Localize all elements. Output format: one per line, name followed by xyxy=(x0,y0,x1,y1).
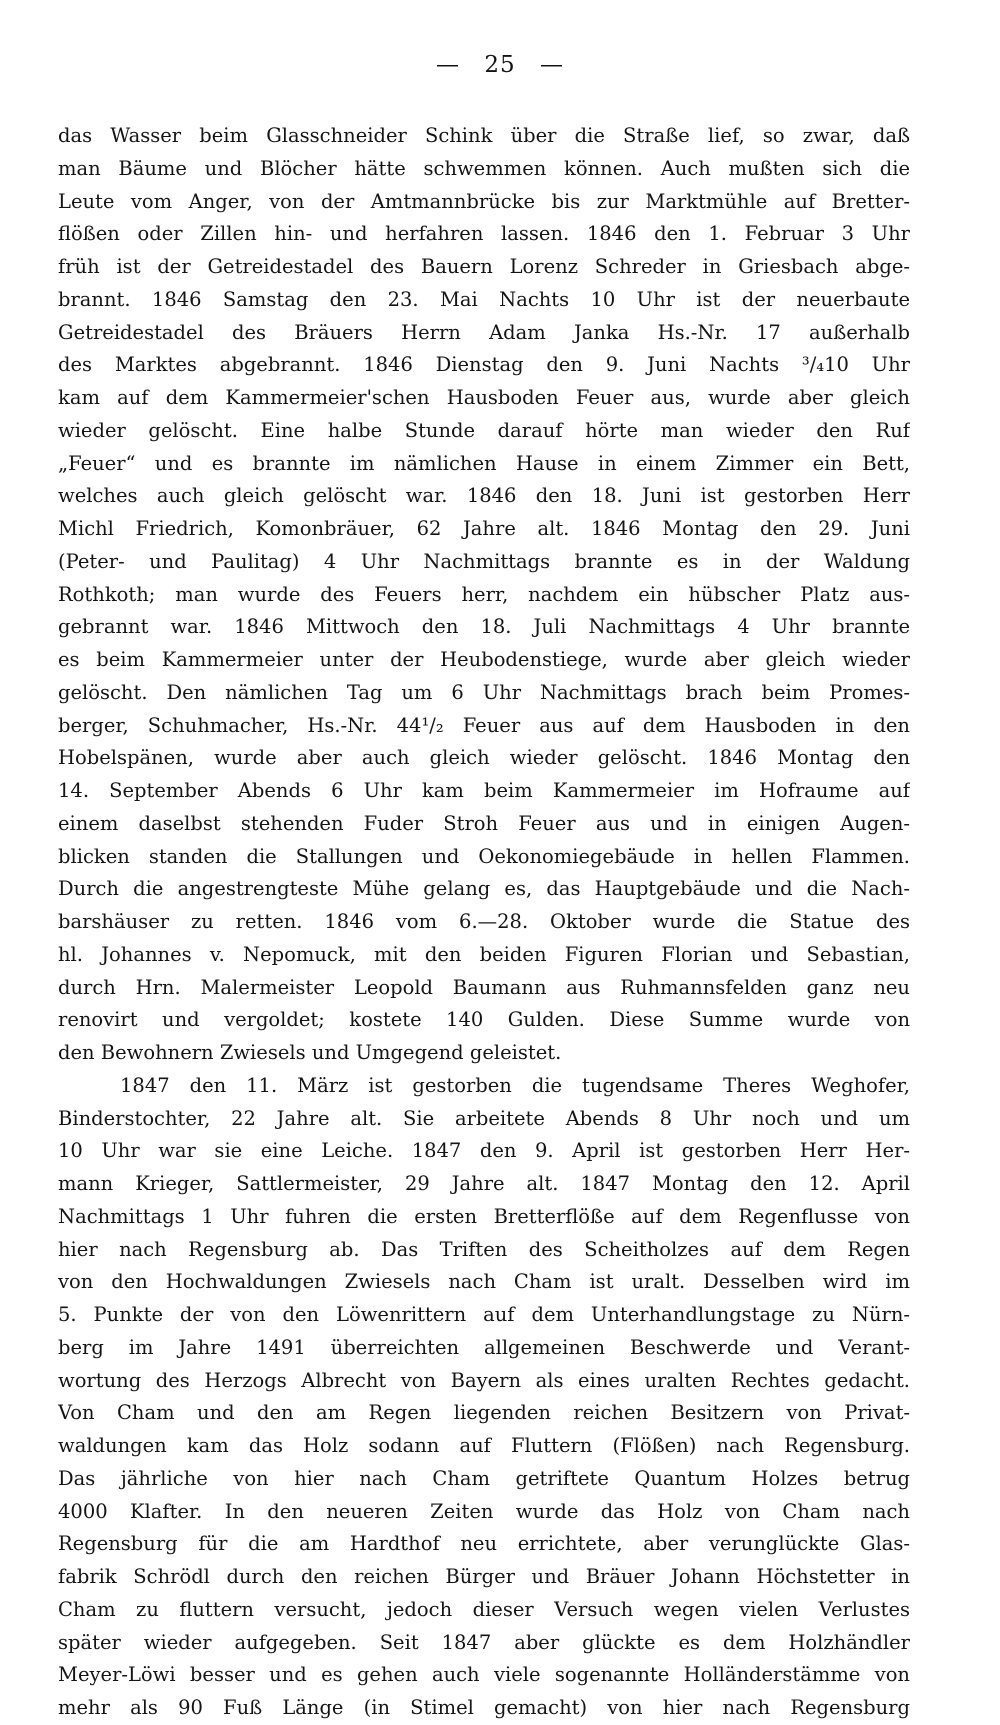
text-line: mehr als 90 Fuß Länge (in Stimel gemacht) von hier nach Regensburg xyxy=(58,1696,910,1719)
text-line: (Peter- und Paulitag) 4 Uhr Nachmittags brannte es in der Waldung xyxy=(58,549,910,573)
text-line: fabrik Schrödl durch den reichen Bürger und Bräuer Johann Höchstetter in xyxy=(58,1565,910,1588)
paragraph-start-line: 1847 den 11. März ist gestorben die tugendsame Theres Weghofer, xyxy=(120,1073,910,1097)
text-line: Rothkoth; man wurde des Feuers herr, nachdem ein hübscher Platz aus- xyxy=(58,582,910,606)
paragraph-end-line: den Bewohnern Zwiesels und Umgegend geleistet. xyxy=(58,1041,562,1064)
text-line: flößen oder Zillen hin- und herfahren lassen. 1846 den 1. Februar 3 Uhr xyxy=(58,222,910,246)
text-line: 5. Punkte der von den Löwenrittern auf dem Unterhandlungstage zu Nürn- xyxy=(58,1303,910,1326)
page-number-header xyxy=(0,52,1000,78)
text-line: des Marktes abgebrannt. 1846 Dienstag den 9. Juni Nachts ³/₄10 Uhr xyxy=(58,353,910,377)
text-line: barshäuser zu retten. 1846 vom 6.—28. Oktober wurde die Statue des xyxy=(58,910,910,933)
text-line: hl. Johannes v. Nepomuck, mit den beiden Figuren Florian und Sebastian, xyxy=(58,942,910,966)
text-line: hier nach Regensburg ab. Das Triften des Scheitholzes auf dem Regen xyxy=(58,1237,910,1261)
page-number: 25 xyxy=(484,52,516,78)
text-line: einem daselbst stehenden Fuder Stroh Feuer aus und in einigen Augen- xyxy=(58,811,910,835)
text-line: 10 Uhr war sie eine Leiche. 1847 den 9. April ist gestorben Herr Her- xyxy=(58,1139,910,1163)
text-line: berg im Jahre 1491 überreichten allgemeinen Beschwerde und Verant- xyxy=(58,1335,910,1359)
text-line: Cham zu fluttern versucht, jedoch dieser Versuch wegen vielen Verlustes xyxy=(58,1597,910,1621)
text-line: 14. September Abends 6 Uhr kam beim Kammermeier im Hofraume auf xyxy=(58,779,910,802)
text-line: 4000 Klafter. In den neueren Zeiten wurde das Holz von Cham nach xyxy=(58,1499,910,1523)
text-line: waldungen kam das Holz sodann auf Fluttern (Flößen) nach Regensburg. xyxy=(58,1434,910,1457)
right-dash: — xyxy=(539,52,564,78)
text-line: früh ist der Getreidestadel des Bauern Lorenz Schreder in Griesbach abge- xyxy=(58,255,910,278)
text-line: gelöscht. Den nämlichen Tag um 6 Uhr Nachmittags brach beim Promes- xyxy=(58,680,910,704)
text-line: wortung des Herzogs Albrecht von Bayern als eines uralten Rechtes gedacht. xyxy=(58,1368,910,1392)
text-line: Hobelspänen, wurde aber auch gleich wieder gelöscht. 1846 Montag den xyxy=(58,746,910,770)
text-line: wieder gelöscht. Eine halbe Stunde darauf hörte man wieder den Ruf xyxy=(58,418,910,442)
body-text xyxy=(58,120,910,1725)
text-line: brannt. 1846 Samstag den 23. Mai Nachts 10 Uhr ist der neuerbaute xyxy=(58,287,910,311)
text-line: renovirt und vergoldet; kostete 140 Gulden. Diese Summe wurde von xyxy=(58,1008,910,1032)
text-line: Das jährliche von hier nach Cham getriftete Quantum Holzes betrug xyxy=(58,1466,910,1490)
text-line: es beim Kammermeier unter der Heubodenstiege, wurde aber gleich wieder xyxy=(58,648,910,671)
text-line: durch Hrn. Malermeister Leopold Baumann aus Ruhmannsfelden ganz neu xyxy=(58,975,910,999)
text-line: mann Krieger, Sattlermeister, 29 Jahre alt. 1847 Montag den 12. April xyxy=(58,1172,910,1195)
text-line: von den Hochwaldungen Zwiesels nach Cham ist uralt. Desselben wird im xyxy=(58,1270,910,1294)
text-line: Leute vom Anger, von der Amtmannbrücke bis zur Marktmühle auf Bretter- xyxy=(58,189,910,213)
text-line: Meyer-Löwi besser und es gehen auch viele sogenannte Holländerstämme von xyxy=(58,1663,910,1687)
text-line: Getreidestadel des Bräuers Herrn Adam Janka Hs.-Nr. 17 außerhalb xyxy=(58,320,910,344)
text-line: Binderstochter, 22 Jahre alt. Sie arbeitete Abends 8 Uhr noch und um xyxy=(58,1106,910,1130)
text-line: Nachmittags 1 Uhr fuhren die ersten Bretterflöße auf dem Regenflusse von xyxy=(58,1204,910,1228)
text-line: Von Cham und den am Regen liegenden reichen Besitzern von Privat- xyxy=(58,1401,910,1425)
text-line: blicken standen die Stallungen und Oekonomiegebäude in hellen Flammen. xyxy=(58,844,910,868)
text-line: man Bäume und Blöcher hätte schwemmen können. Auch mußten sich die xyxy=(58,156,910,180)
text-line: welches auch gleich gelöscht war. 1846 den 18. Juni ist gestorben Herr xyxy=(58,484,910,508)
text-line: berger, Schuhmacher, Hs.-Nr. 44¹/₂ Feuer aus auf dem Hausboden in den xyxy=(58,713,910,737)
text-line: Durch die angestrengteste Mühe gelang es, das Hauptgebäude und die Nach- xyxy=(58,877,910,901)
text-line: Regensburg für die am Hardthof neu errichtete, aber verunglückte Glas- xyxy=(58,1532,910,1556)
text-line: kam auf dem Kammermeier'schen Hausboden Feuer aus, wurde aber gleich xyxy=(58,386,910,409)
text-line: gebrannt war. 1846 Mittwoch den 18. Juli Nachmittags 4 Uhr brannte xyxy=(58,615,910,639)
left-dash: — xyxy=(436,52,461,78)
text-line: „Feuer“ und es brannte im nämlichen Hause in einem Zimmer ein Bett, xyxy=(58,451,910,475)
text-line: das Wasser beim Glasschneider Schink über die Straße lief, so zwar, daß xyxy=(58,124,910,147)
text-line: Michl Friedrich, Komonbräuer, 62 Jahre alt. 1846 Montag den 29. Juni xyxy=(58,517,910,540)
text-line: später wieder aufgegeben. Seit 1847 aber glückte es dem Holzhändler xyxy=(58,1630,910,1654)
